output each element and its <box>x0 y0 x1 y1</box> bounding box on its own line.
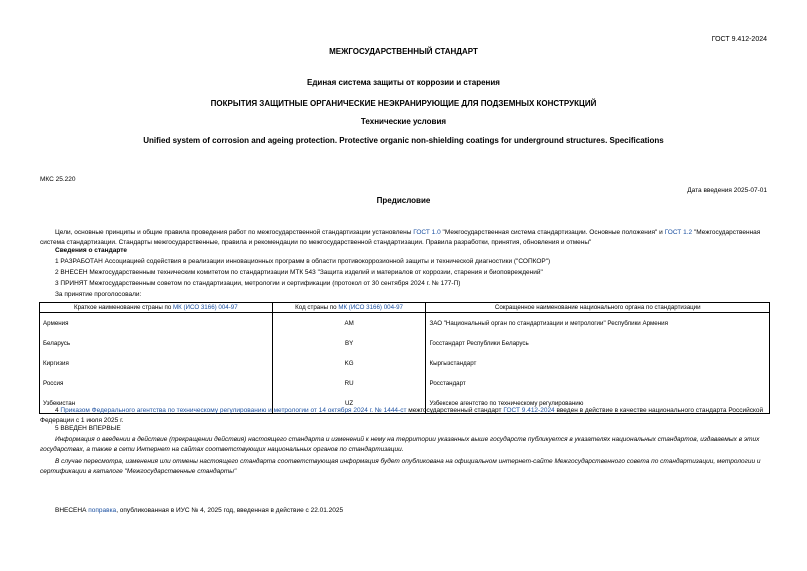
code-cell: KG <box>272 353 426 373</box>
table-row <box>40 333 770 353</box>
item-first-introduced: 5 ВВЕДЕН ВПЕРВЫЕ <box>55 425 121 432</box>
mk-iso-link[interactable]: МК (ИСО 3166) 004-97 <box>338 304 403 311</box>
gost-9-412-link[interactable]: ГОСТ 9.412-2024 <box>503 407 555 414</box>
standard-info-heading: Сведения о стандарте <box>55 247 128 254</box>
country-cell: Россия <box>40 373 273 393</box>
order-link[interactable]: Приказом Федерального агентства по техническому регулированию и метрологии от 14 октября 2024 г. № 1444-ст <box>60 407 407 414</box>
voting-table <box>39 302 770 414</box>
body-cell: ЗАО "Национальный орган по стандартизации и метрологии" Республики Армения <box>426 313 770 334</box>
country-cell: Беларусь <box>40 333 273 353</box>
standard-type-heading: МЕЖГОСУДАРСТВЕННЫЙ СТАНДАРТ <box>329 47 478 56</box>
para4-text-c: введен в действие в качестве национального стандарта Российской Федерации с 1 июля 2025 г. <box>40 407 764 424</box>
para1-text-b: "Межгосударственная система стандартизации. Основные положения" и <box>440 229 665 236</box>
english-title: Unified system of corrosion and ageing protection. Protective organic non-shielding coatings for underground structures. Specifications <box>143 136 664 145</box>
table-row <box>40 353 770 373</box>
voted-for-label: За принятие проголосовали: <box>55 291 142 298</box>
country-cell: Киргизия <box>40 353 273 373</box>
country-name-header-text: Краткое наименование страны по <box>73 304 174 311</box>
gost-1-0-link[interactable]: ГОСТ 1.0 <box>413 229 441 236</box>
item-enacted <box>40 406 770 425</box>
body-cell: Кыргызстандарт <box>426 353 770 373</box>
subtitle: Технические условия <box>360 117 447 126</box>
mk-iso-link[interactable]: МК (ИСО 3166) 004-97 <box>173 304 238 311</box>
revision-notice-paragraph: В случае пересмотра, изменения или отмены настоящего стандарта соответствующая информация будет опубликована на официальном интернет-сайте Межгосударственного совета по стандартизации, метрологии и сертификации в каталоге "Межгосударственные стандарты" <box>40 458 761 475</box>
item-submitted: 2 ВНЕСЕН Межгосударственным техническим комитетом по стандартизации МТК 543 "Защита изделий и материалов от коррозии, старения и биоповреждений" <box>55 269 543 276</box>
amendment-note <box>55 507 343 514</box>
item-developed: 1 РАЗРАБОТАН Ассоциацией содействия в реализации инновационных программ в области противокоррозионной защиты и технической диагностики ("СОПКОР") <box>55 258 551 265</box>
item-adopted: 3 ПРИНЯТ Межгосударственным советом по стандартизации, метрологии и сертификации (протокол от 30 сентября 2024 г. № 177-П) <box>55 280 461 287</box>
introduction-date: Дата введения 2025-07-01 <box>687 187 767 194</box>
code-cell: UZ <box>272 393 426 414</box>
country-name-header <box>40 303 273 313</box>
mks-code: МКС 25.220 <box>40 176 76 183</box>
info-notice-paragraph: Информация о введении в действие (прекращении действия) настоящего стандарта и изменений к нему на территории указанных выше государств публикуется в указателях национальных стандартов, издаваемых в этих государствах, а также в сети Интернет на сайтах соответствующих национальных органов по стандартизации. <box>40 436 760 453</box>
amendment-link[interactable]: поправка <box>88 507 117 514</box>
country-cell: Узбекистан <box>40 393 273 414</box>
foreword-heading: Предисловие <box>376 196 431 205</box>
body-cell: Росстандарт <box>426 373 770 393</box>
country-cell: Армения <box>40 313 273 334</box>
para1-text-a: Цели, основные принципы и общие правила проведения работ по межгосударственной стандартизации установлены <box>55 229 414 236</box>
table-row <box>40 373 770 393</box>
document-code: ГОСТ 9.412-2024 <box>711 36 767 43</box>
para4-text-a: 4 <box>55 407 61 414</box>
standards-body-header: Сокращенное наименование национального органа по стандартизации <box>426 303 770 313</box>
code-cell: AM <box>272 313 426 334</box>
body-cell: Госстандарт Республики Беларусь <box>426 333 770 353</box>
system-title: Единая система защиты от коррозии и старения <box>307 78 500 87</box>
table-row <box>40 313 770 334</box>
table-header-row <box>40 303 770 313</box>
para4-text-b: межгосударственный стандарт <box>406 407 504 414</box>
foreword-paragraph-1 <box>40 228 770 247</box>
amendment-text-b: , опубликованная в ИУС № 4, 2025 год, введенная в действие с 22.01.2025 <box>116 507 344 514</box>
main-title: ПОКРЫТИЯ ЗАЩИТНЫЕ ОРГАНИЧЕСКИЕ НЕЭКРАНИРУЮЩИЕ ДЛЯ ПОДЗЕМНЫХ КОНСТРУКЦИЙ <box>210 99 597 108</box>
gost-1-2-link[interactable]: ГОСТ 1.2 <box>664 229 693 236</box>
amendment-text-a: ВНЕСЕНА <box>55 507 89 514</box>
code-cell: BY <box>272 333 426 353</box>
code-cell: RU <box>272 373 426 393</box>
para1-text-c: "Межгосударственная система стандартизации. Стандарты межгосударственные, правила и рекомендации по межгосударственной стандартизации. Правила разработки, принятия, обновления и отмены" <box>40 229 761 246</box>
body-cell: Узбекское агентство по техническому регулированию <box>426 393 770 414</box>
country-code-header <box>272 303 426 313</box>
country-code-header-text: Код страны по <box>295 304 339 311</box>
